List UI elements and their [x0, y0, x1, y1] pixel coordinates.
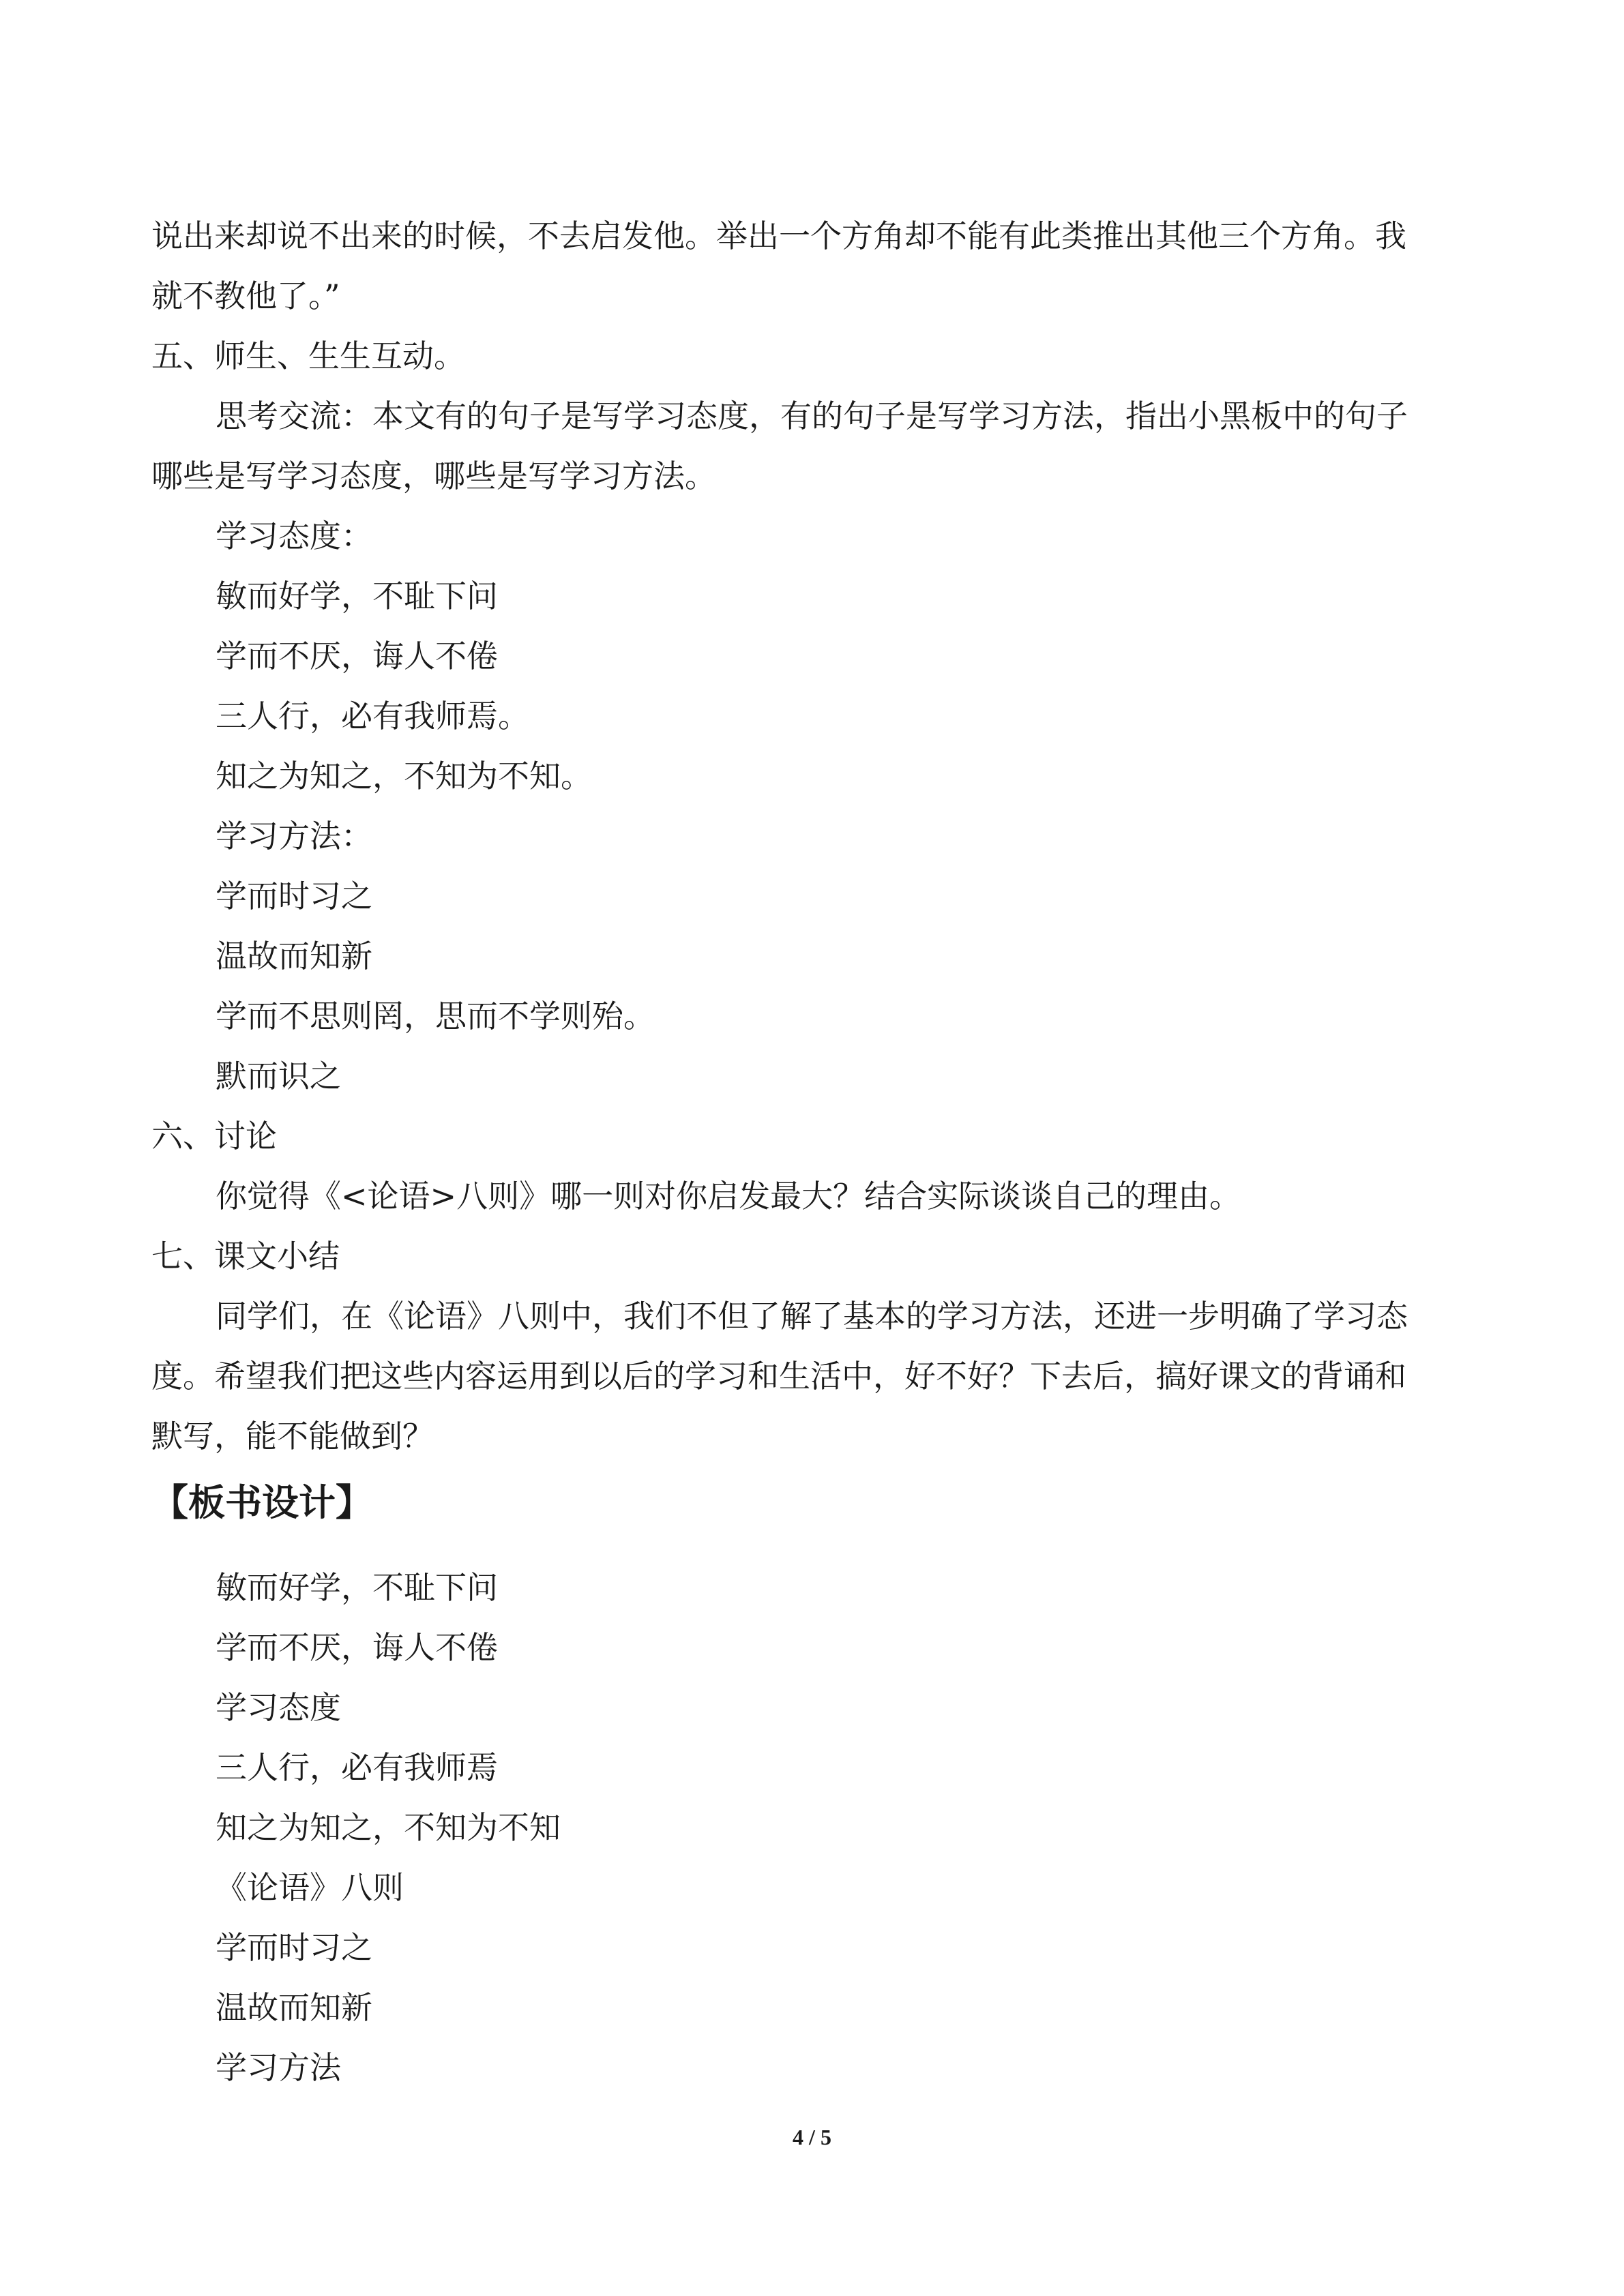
attitude-label: 学习态度：	[216, 518, 372, 554]
continuation-line-1: 说出来却说不出来的时候，不去启发他。举出一个方角却不能有此类推出其他三个方角。我	[151, 218, 1406, 254]
attitude-item: 知之为知之，不知为不知。	[216, 758, 592, 794]
method-item: 学而时习之	[216, 878, 372, 914]
board-design-line: 学习态度	[216, 1689, 341, 1726]
continuation-line-2: 就不教他了。”	[151, 278, 340, 314]
section-5-title: 五、师生、生生互动。	[151, 338, 465, 374]
board-design-line: 敏而好学，不耻下问	[216, 1569, 498, 1606]
board-design-heading: 【板书设计】	[151, 1481, 372, 1524]
page-number: 4 / 5	[793, 2125, 831, 2149]
board-design-line: 《论语》八则	[216, 1869, 404, 1906]
board-design-line: 三人行，必有我师焉	[216, 1749, 498, 1786]
board-design-line: 知之为知之，不知为不知	[216, 1809, 561, 1846]
section-6-question: 你觉得《<论语>八则》哪一则对你启发最大？结合实际谈谈自己的理由。	[216, 1178, 1241, 1214]
section-7-summary-line-2: 度。希望我们把这些内容运用到以后的学习和生活中，好不好？下去后，搞好课文的背诵和	[151, 1358, 1406, 1395]
method-label: 学习方法：	[216, 818, 372, 854]
section-5-prompt-line-2: 哪些是写学习态度，哪些是写学习方法。	[151, 458, 716, 494]
board-design-line: 温故而知新	[216, 1989, 372, 2026]
section-7-title: 七、课文小结	[151, 1238, 340, 1274]
attitude-item: 敏而好学，不耻下问	[216, 578, 498, 614]
section-6-title: 六、讨论	[151, 1118, 277, 1154]
method-item: 学而不思则罔，思而不学则殆。	[216, 998, 655, 1034]
section-5-prompt-line-1: 思考交流：本文有的句子是写学习态度，有的句子是写学习方法，指出小黑板中的句子	[216, 398, 1408, 434]
method-item: 温故而知新	[216, 938, 372, 974]
board-design-line: 学习方法	[216, 2049, 341, 2086]
board-design-line: 学而时习之	[216, 1929, 372, 1966]
section-7-summary-line-1: 同学们，在《论语》八则中，我们不但了解了基本的学习方法，还进一步明确了学习态	[216, 1298, 1408, 1335]
attitude-item: 三人行，必有我师焉。	[216, 698, 529, 734]
board-design-line: 学而不厌，诲人不倦	[216, 1629, 498, 1666]
method-item: 默而识之	[216, 1058, 341, 1094]
attitude-item: 学而不厌，诲人不倦	[216, 638, 498, 674]
section-7-summary-line-3: 默写，能不能做到？	[151, 1418, 434, 1455]
